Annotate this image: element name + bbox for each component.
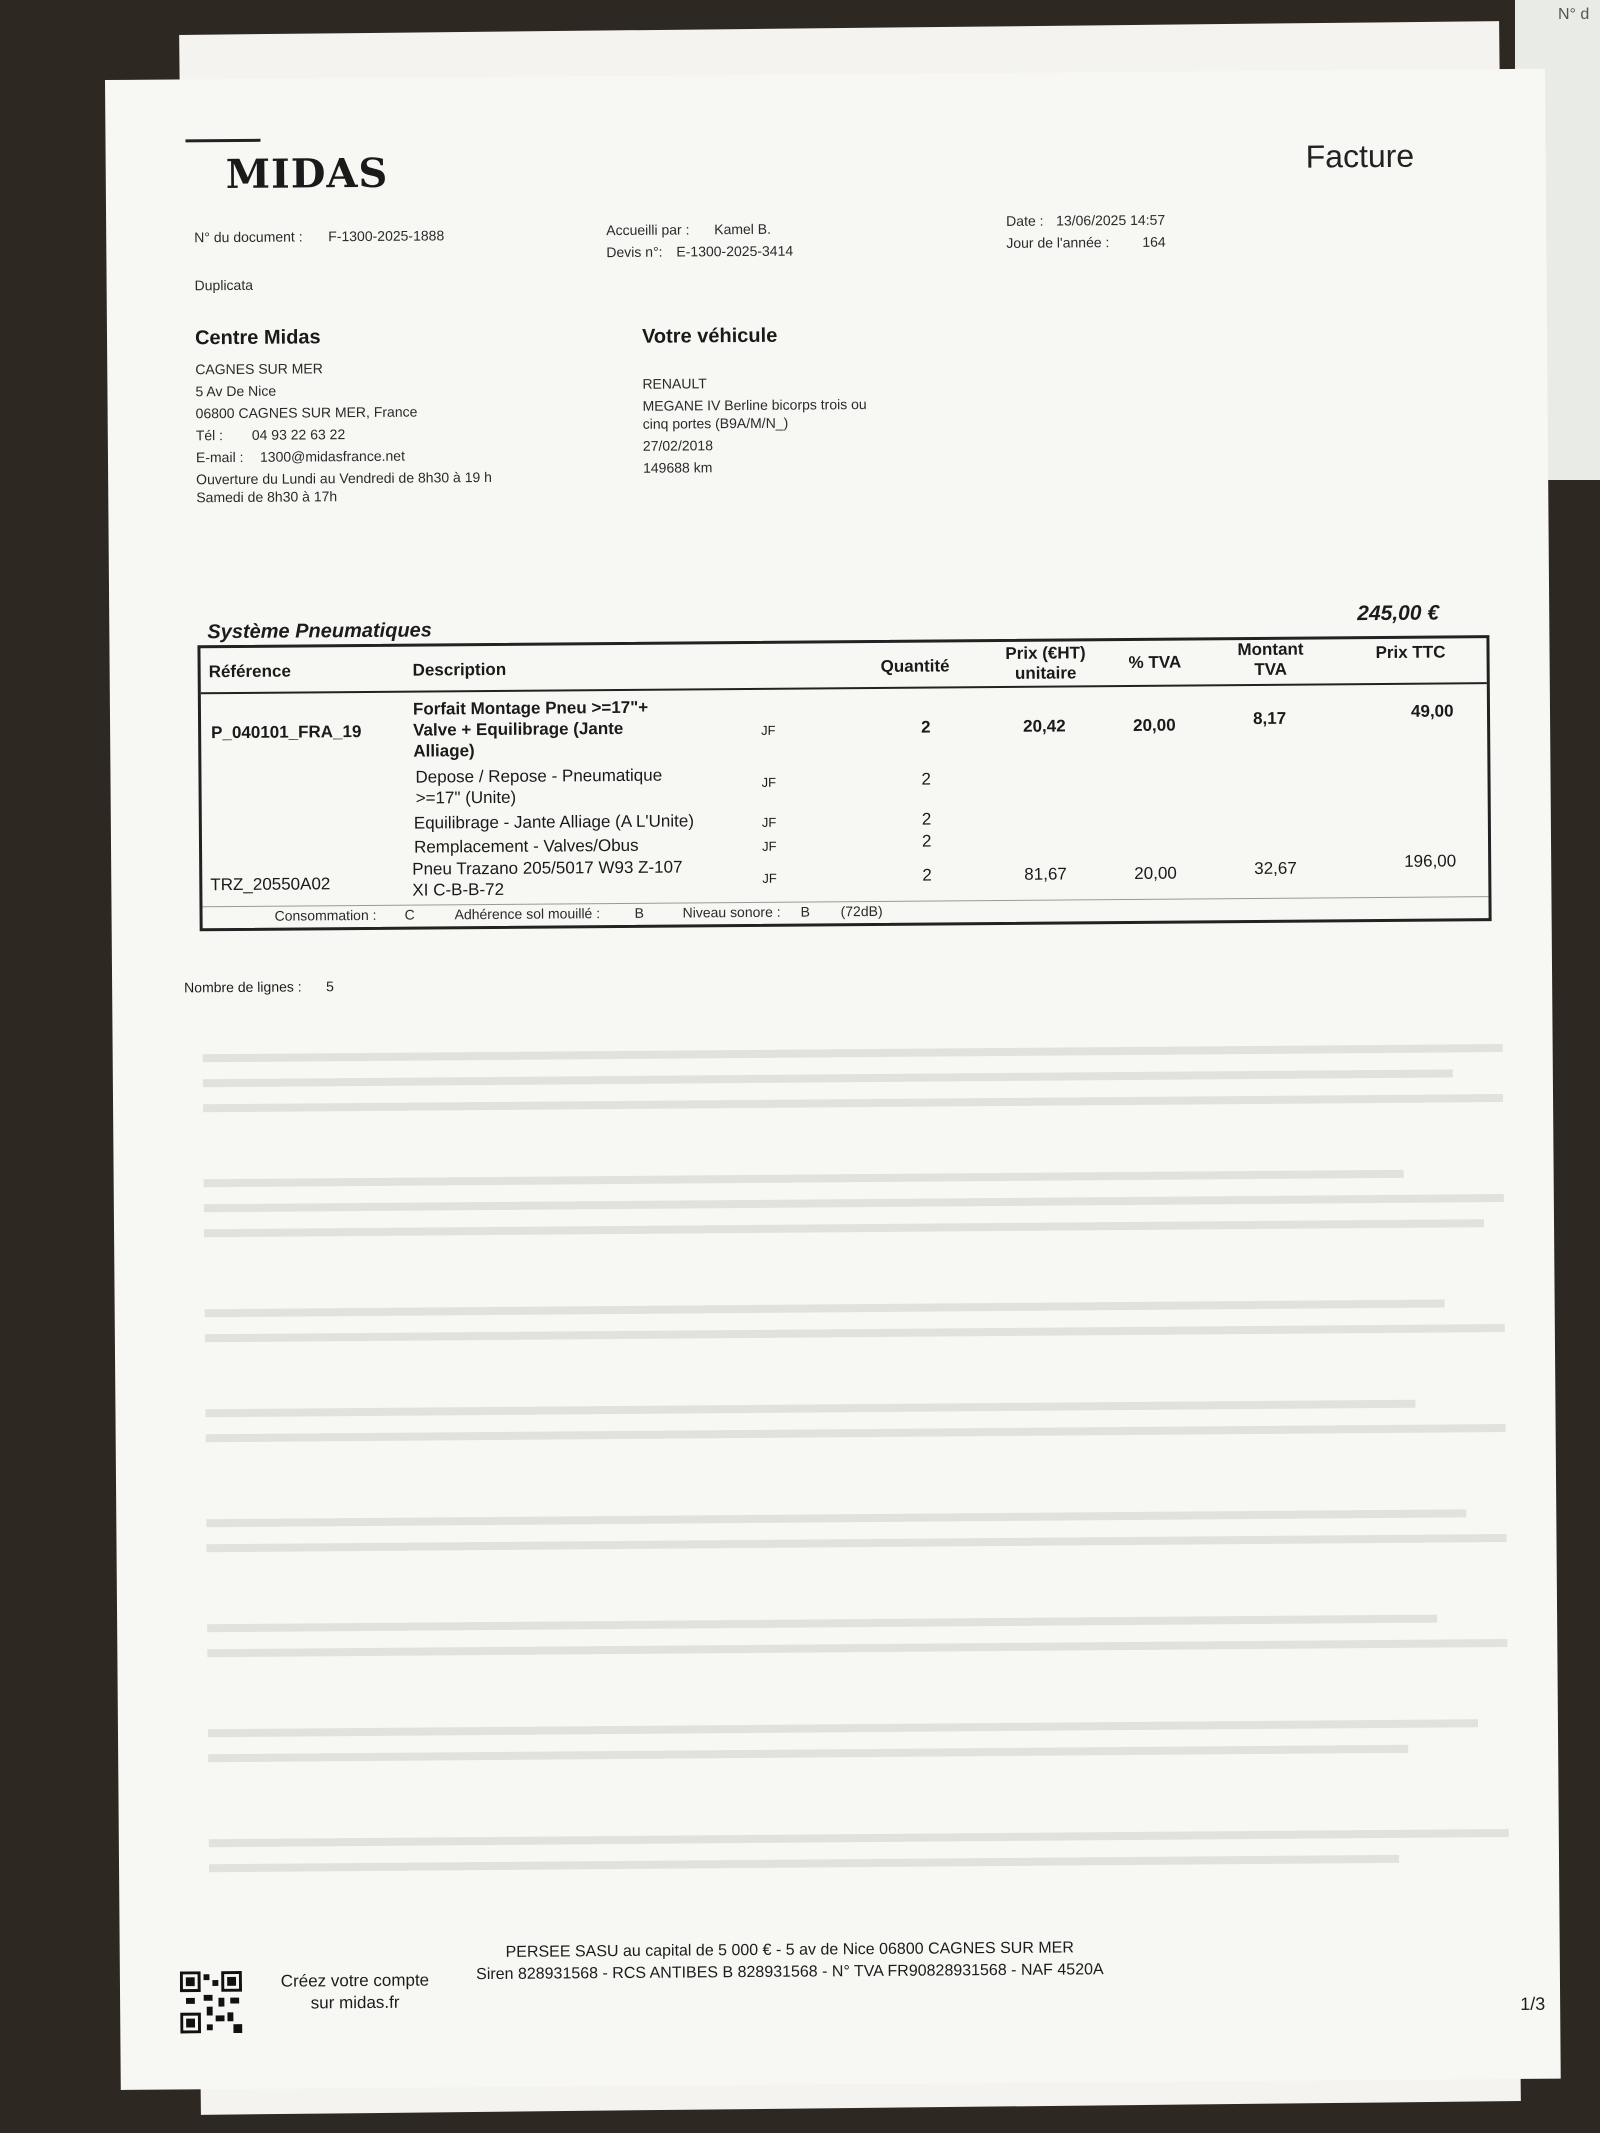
center-hours-weekdays: Ouverture du Lundi au Vendredi de 8h30 à 19 h bbox=[196, 468, 492, 488]
invoice-date: 13/06/2025 14:57 bbox=[1056, 211, 1166, 229]
day-of-year: 164 bbox=[1142, 233, 1166, 250]
row3-quantity: 2 bbox=[921, 809, 932, 829]
quote-label: Devis n°: bbox=[606, 243, 663, 261]
company-line2: Siren 828931568 - RCS ANTIBES B 828931568 - N° TVA FR90828931568 - NAF 4520A bbox=[476, 1961, 1104, 1984]
consumption-value: C bbox=[404, 906, 415, 923]
row5-code: JF bbox=[762, 870, 777, 886]
header-vat-amount-line2: TVA bbox=[1254, 659, 1288, 679]
row2-code: JF bbox=[761, 774, 777, 790]
bleed-through-text bbox=[203, 1044, 1503, 1062]
header-unit-price-line1: Prix (€HT) bbox=[1005, 643, 1086, 663]
row5-desc-line1: Pneu Trazano 205/5017 W93 Z-107 bbox=[412, 857, 683, 879]
row5-quantity: 2 bbox=[922, 865, 932, 885]
row1-desc-line2: Valve + Equilibrage (Jante bbox=[413, 718, 624, 740]
header-vat-rate: % TVA bbox=[1128, 652, 1182, 672]
header-vat-amount-line1: Montant bbox=[1237, 639, 1304, 660]
header-reference: Référence bbox=[208, 661, 291, 682]
noise-value: B bbox=[800, 903, 810, 920]
row4-description: Remplacement - Valves/Obus bbox=[413, 835, 639, 857]
row1-vat-rate: 20,00 bbox=[1133, 715, 1176, 735]
bleed-through-text bbox=[205, 1300, 1445, 1318]
date-label: Date : bbox=[1006, 212, 1044, 229]
received-by-label: Accueilli par : bbox=[606, 221, 690, 239]
vehicle-model-line1: MEGANE IV Berline bicorps trois ou bbox=[642, 396, 867, 414]
section-title: Système Pneumatiques bbox=[207, 619, 432, 644]
row5-unit-price: 81,67 bbox=[1024, 864, 1067, 884]
bleed-through-text bbox=[207, 1639, 1507, 1657]
lines-count: 5 bbox=[326, 978, 334, 995]
row1-vat-amount: 8,17 bbox=[1252, 708, 1287, 729]
document-type-title: Facture bbox=[1305, 137, 1415, 175]
center-city: CAGNES SUR MER bbox=[195, 360, 323, 378]
center-postal: 06800 CAGNES SUR MER, France bbox=[195, 403, 418, 422]
header-description: Description bbox=[412, 659, 507, 680]
row1-price-ttc: 49,00 bbox=[1410, 701, 1454, 721]
row5-description bbox=[412, 856, 683, 900]
vehicle-mileage: 149688 km bbox=[642, 459, 713, 476]
row1-quantity: 2 bbox=[921, 717, 931, 737]
table-header-divider bbox=[201, 682, 1487, 694]
row5-vat-rate: 20,00 bbox=[1134, 863, 1177, 883]
header-vat-amount bbox=[1215, 639, 1325, 680]
company-legal-info bbox=[410, 1937, 1170, 1987]
bleed-through-text bbox=[203, 1069, 1453, 1087]
create-account-line1: Créez votre compte bbox=[280, 1970, 430, 1991]
row2-quantity: 2 bbox=[921, 769, 932, 789]
logo-bar bbox=[185, 139, 260, 143]
lines-count-label: Nombre de lignes : bbox=[184, 978, 302, 996]
bleed-through-text bbox=[205, 1324, 1505, 1342]
bleed-through-text bbox=[208, 1745, 1408, 1762]
row5-reference: TRZ_20550A02 bbox=[210, 874, 331, 895]
quote-number: E-1300-2025-3414 bbox=[676, 242, 794, 260]
bleed-through-text bbox=[207, 1534, 1507, 1552]
row5-desc-line2: XI C-B-B-72 bbox=[412, 879, 505, 900]
header-price-ttc: Prix TTC bbox=[1375, 642, 1446, 663]
center-phone-label: Tél : bbox=[195, 427, 224, 444]
center-phone: 04 93 22 63 22 bbox=[251, 426, 346, 443]
consumption-label: Consommation : bbox=[274, 906, 377, 924]
bleed-through-text bbox=[204, 1170, 1404, 1187]
bleed-through-text bbox=[206, 1424, 1506, 1442]
row3-code: JF bbox=[761, 814, 777, 830]
page-number: 1/3 bbox=[1520, 1993, 1546, 2014]
doc-number: F-1300-2025-1888 bbox=[328, 227, 445, 245]
bleed-through-text bbox=[209, 1855, 1399, 1872]
section-total: 245,00 € bbox=[1357, 601, 1440, 626]
vehicle-date: 27/02/2018 bbox=[642, 437, 714, 454]
row4-quantity: 2 bbox=[921, 831, 932, 851]
header-unit-price bbox=[990, 643, 1100, 684]
row1-description bbox=[413, 697, 649, 762]
row1-desc-line1: Forfait Montage Pneu >=17"+ bbox=[412, 697, 649, 719]
row1-desc-line3: Alliage) bbox=[413, 741, 475, 761]
noise-label: Niveau sonore : bbox=[682, 903, 781, 921]
bleed-through-text bbox=[205, 1400, 1415, 1418]
vehicle-model-line2: cinq portes (B9A/M/N_) bbox=[642, 414, 789, 432]
center-title: Centre Midas bbox=[194, 326, 321, 350]
invoice-page bbox=[105, 69, 1561, 2090]
vehicle-title: Votre véhicule bbox=[641, 324, 778, 348]
header-unit-price-line2: unitaire bbox=[1014, 663, 1077, 683]
bleed-through-text bbox=[209, 1829, 1509, 1847]
create-account-line2: sur midas.fr bbox=[310, 1992, 400, 2013]
row5-vat-amount: 32,67 bbox=[1254, 858, 1297, 878]
side-sheet-text: N° d bbox=[1558, 6, 1590, 23]
duplicata-label: Duplicata bbox=[194, 276, 254, 294]
company-line1: PERSEE SASU au capital de 5 000 € - 5 av de Nice 06800 CAGNES SUR MER bbox=[505, 1939, 1074, 1961]
invoice-table bbox=[197, 635, 1491, 931]
row2-desc-line1: Depose / Repose - Pneumatique bbox=[415, 765, 663, 787]
center-email: 1300@midasfrance.net bbox=[259, 447, 405, 465]
vehicle-make: RENAULT bbox=[642, 375, 707, 392]
row5-price-ttc: 196,00 bbox=[1404, 851, 1457, 871]
doc-number-label: N° du document : bbox=[194, 228, 303, 246]
received-by: Kamel B. bbox=[714, 220, 772, 238]
row3-description: Equilibrage - Jante Alliage (A L'Unite) bbox=[413, 811, 695, 833]
grip-label: Adhérence sol mouillé : bbox=[454, 905, 601, 923]
day-of-year-label: Jour de l'année : bbox=[1006, 234, 1110, 251]
row1-unit-price: 20,42 bbox=[1023, 716, 1066, 736]
row2-description bbox=[415, 765, 662, 809]
bleed-through-text bbox=[203, 1094, 1503, 1112]
row2-desc-line2: >=17" (Unite) bbox=[415, 787, 517, 808]
bleed-through-text bbox=[204, 1219, 1484, 1237]
qr-code-icon bbox=[180, 1971, 242, 2033]
center-street: 5 Av De Nice bbox=[195, 382, 277, 400]
bleed-through-text bbox=[207, 1615, 1437, 1633]
row1-reference: P_040101_FRA_19 bbox=[211, 722, 362, 743]
center-email-label: E-mail : bbox=[195, 448, 244, 466]
noise-db: (72dB) bbox=[840, 902, 883, 920]
header-quantity: Quantité bbox=[880, 656, 950, 676]
row1-code: JF bbox=[761, 722, 776, 738]
bleed-through-text bbox=[208, 1719, 1478, 1737]
midas-logo: MIDAS bbox=[225, 149, 389, 199]
center-hours-saturday: Samedi de 8h30 à 17h bbox=[196, 488, 338, 506]
bleed-through-text bbox=[204, 1194, 1504, 1212]
row4-code: JF bbox=[761, 838, 777, 854]
bleed-through-text bbox=[206, 1509, 1466, 1527]
grip-value: B bbox=[634, 904, 644, 921]
